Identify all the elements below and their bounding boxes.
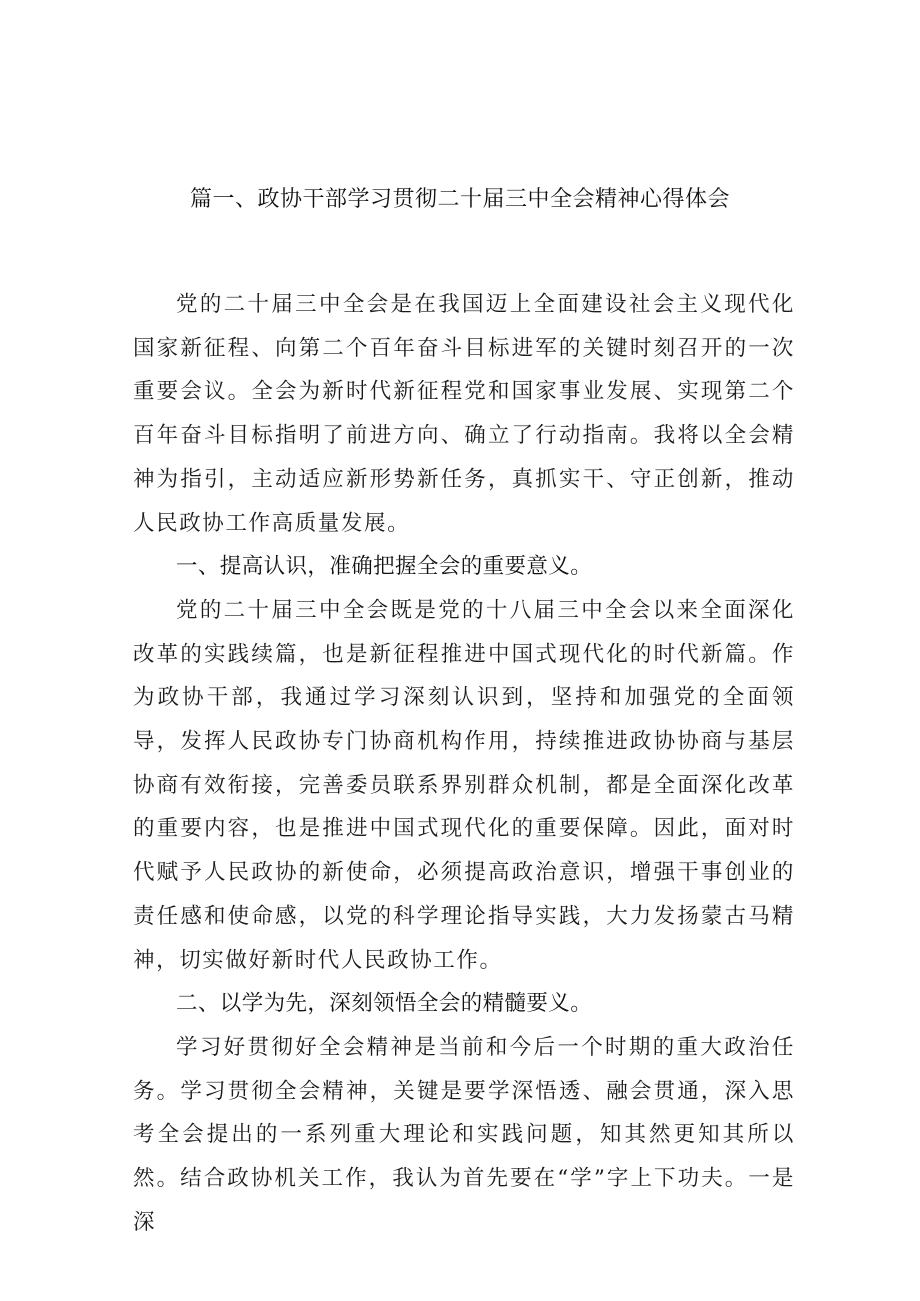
section-1-paragraph: 党的二十届三中全会既是党的十八届三中全会以来全面深化改革的实践续篇，也是新征程推进中国式现代化的时代新篇。作为政协干部，我通过学习深刻认识到，坚持和加强党的全面领导，发挥人民政协专门协商机构作用，持续推进政协协商与基层协商有效衔接，完善委员联系界别群众机制，都是全面深化改革的重要内容，也是推进中国式现代化的重要保障。因此，面对时代赋予人民政协的新使命，必须提高政治意识，增强干事创业的责任感和使命感，以党的科学理论指导实践，大力发扬蒙古马精神，切实做好新时代人民政协工作。	[133, 597, 795, 973]
document-title: 篇一、政协干部学习贯彻二十届三中全会精神心得体会	[189, 187, 730, 212]
section-2-heading: 二、以学为先，深刻领悟全会的精髓要义。	[176, 991, 593, 1017]
document-body	[133, 283, 795, 1244]
section-1-heading: 一、提高认识，准确把握全会的重要意义。	[176, 554, 593, 580]
intro-paragraph: 党的二十届三中全会是在我国迈上全面建设社会主义现代化国家新征程、向第二个百年奋斗目标进军的关键时刻召开的一次重要会议。全会为新时代新征程党和国家事业发展、实现第二个百年奋斗目标指明了前进方向、确立了行动指南。我将以全会精神为指引，主动适应新形势新任务，真抓实干、守正创新，推动人民政协工作高质量发展。	[133, 292, 795, 536]
section-2-paragraph: 学习好贯彻好全会精神是当前和今后一个时期的重大政治任务。学习贯彻全会精神，关键是要学深悟透、融会贯通，深入思考全会提出的一系列重大理论和实践问题，知其然更知其所以然。结合政协机关工作，我认为首先要在“学”字上下功夫。一是深	[133, 1034, 795, 1235]
